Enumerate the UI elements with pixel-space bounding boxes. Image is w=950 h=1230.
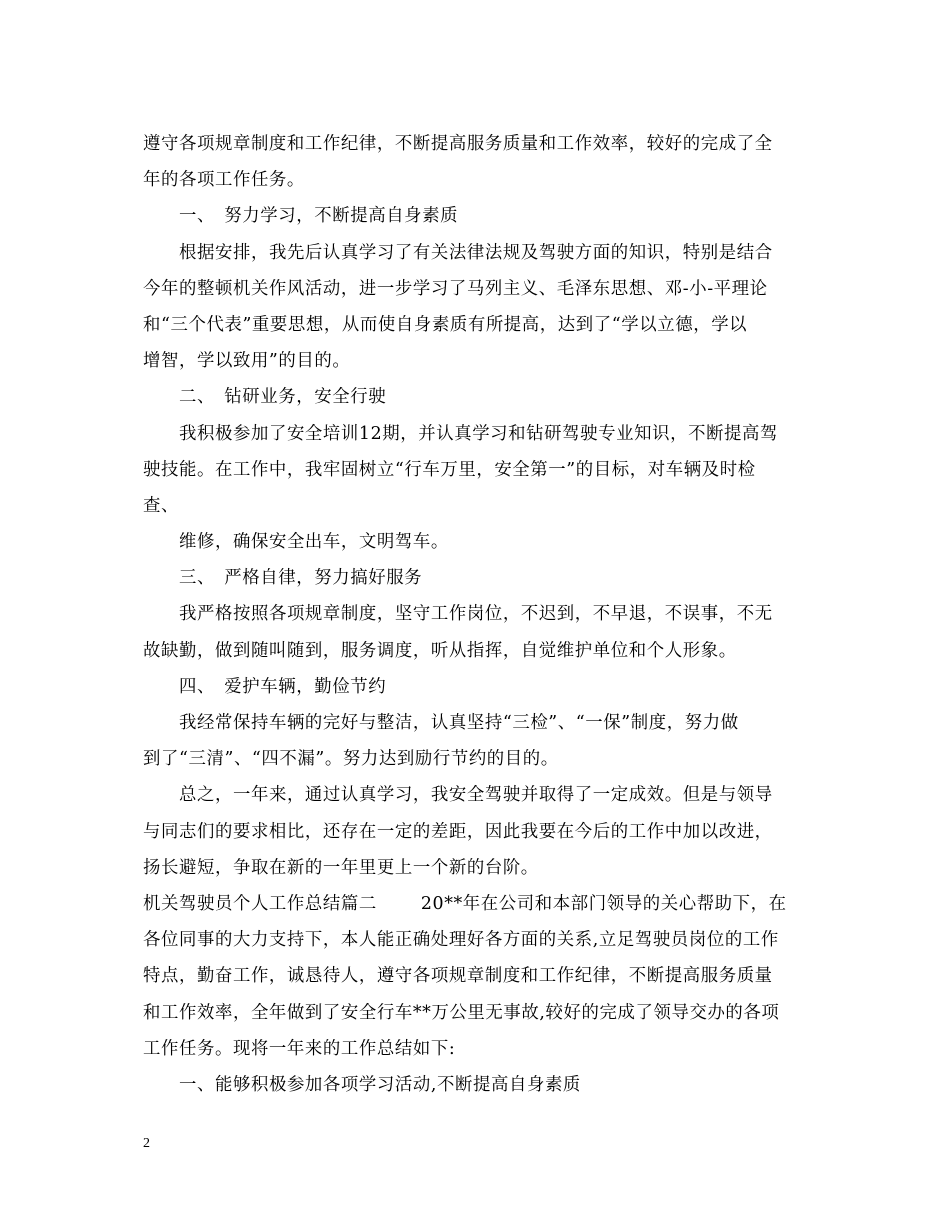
paragraph-line: 各位同事的大力支持下，本人能正确处理好各方面的关系,立足驾驶员岗位的工作 — [143, 930, 779, 951]
document-body — [143, 126, 811, 1103]
paragraph-line: 和“三个代表”重要思想，从而使自身素质有所提高，达到了“学以立德，学以 — [143, 314, 748, 335]
paragraph-line: 年的各项工作任务。 — [143, 170, 305, 191]
paragraph-line: 驶技能。在工作中，我牢固树立“行车万里，安全第一”的目标，对车辆及时检 — [143, 459, 756, 480]
page-number: 2 — [143, 1136, 150, 1151]
paragraph-line: 增智，学以致用”的目的。 — [143, 351, 351, 372]
paragraph-line: 今年的整顿机关作风活动，进一步学习了马列主义、毛泽东思想、邓-小-平理论 — [143, 278, 768, 299]
article-intro: 20**年在公司和本部门领导的关心帮助下，在 — [420, 893, 787, 914]
paragraph-line: 遵守各项规章制度和工作纪律，不断提高服务质量和工作效率，较好的完成了全 — [143, 134, 773, 154]
paragraph-line: 和工作效率，全年做到了安全行车**万公里无事故,较好的完成了领导交办的各项 — [143, 1002, 780, 1023]
paragraph-line: 工作任务。现将一年来的工作总结如下: — [143, 1038, 456, 1059]
paragraph-line: 根据安排，我先后认真学习了有关法律法规及驾驶方面的知识，特别是结合 — [179, 242, 773, 263]
paragraph-line: 我经常保持车辆的完好与整洁，认真坚持“三检”、“一保”制度，努力做 — [179, 713, 739, 733]
section-heading: 一、 努力学习，不断提高自身素质 — [179, 206, 459, 227]
paragraph-line: 维修，确保安全出车，文明驾车。 — [179, 532, 449, 553]
paragraph-line: 我严格按照各项规章制度，坚守工作岗位，不迟到，不早退，不误事，不无 — [179, 604, 773, 625]
section-heading: 三、 严格自律，努力搞好服务 — [179, 568, 423, 589]
paragraph-line: 到了“三清”、“四不漏”。努力达到励行节约的目的。 — [143, 749, 559, 770]
paragraph-line: 查、 — [143, 495, 179, 516]
paragraph-line: 扬长避短，争取在新的一年里更上一个新的台阶。 — [143, 857, 539, 878]
section-heading: 二、 钻研业务，安全行驶 — [179, 387, 387, 408]
article-title: 机关驾驶员个人工作总结篇二 — [143, 893, 377, 914]
paragraph-line: 与同志们的要求相比，还存在一定的差距，因此我要在今后的工作中加以改进， — [143, 821, 773, 842]
paragraph-line: 特点，勤奋工作，诚恳待人，遵守各项规章制度和工作纪律，不断提高服务质量 — [143, 966, 773, 987]
section-heading: 四、 爱护车辆，勤俭节约 — [179, 676, 387, 697]
section-heading: 一、能够积极参加各项学习活动,不断提高自身素质 — [179, 1074, 581, 1095]
paragraph-line: 总之，一年来，通过认真学习，我安全驾驶并取得了一定成效。但是与领导 — [179, 785, 773, 806]
paragraph-line — [143, 886, 811, 922]
paragraph-line: 我积极参加了安全培训12期，并认真学习和钻研驾驶专业知识，不断提高驾 — [179, 423, 779, 444]
paragraph-line: 故缺勤，做到随叫随到，服务调度，听从指挥，自觉维护单位和个人形象。 — [143, 640, 737, 661]
